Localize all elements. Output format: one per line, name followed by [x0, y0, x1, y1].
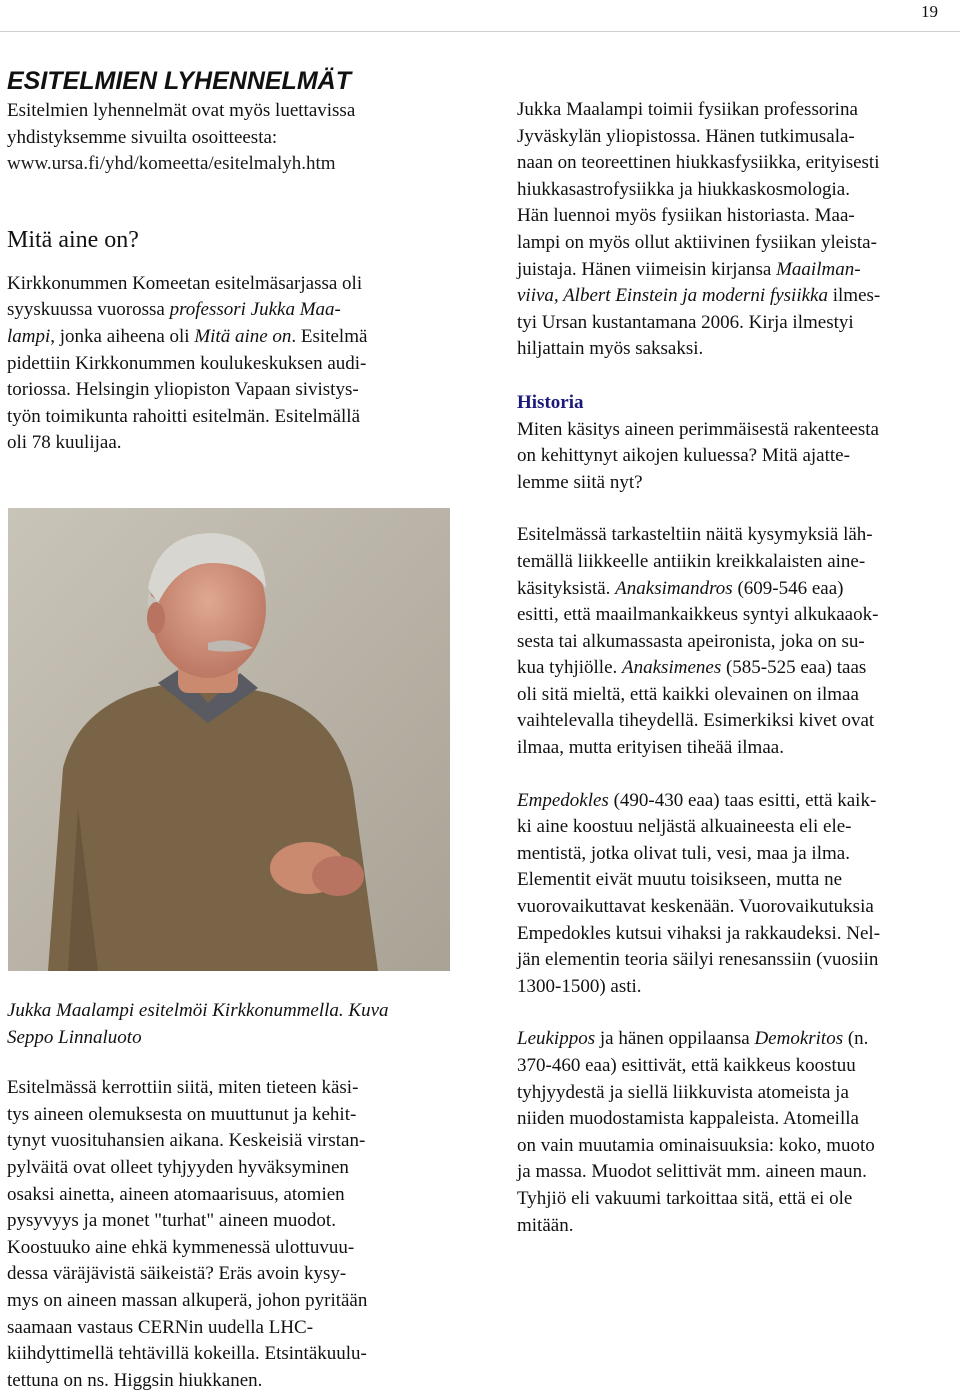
text-segment: Elementit eivät muutu toisikseen, mutta ne: [517, 869, 843, 891]
text-line: [517, 1188, 852, 1209]
text-line: [7, 379, 359, 400]
text-line: tys aineen olemuksesta on muuttunut ja kehit-: [7, 1103, 357, 1125]
italic-text: Maailman-: [776, 258, 861, 280]
text-line: saamaan vastaus CERNin uudella LHC-: [7, 1316, 314, 1338]
text-line: Koostuuko aine ehkä kymmenessä ulottuvuu-: [7, 1236, 355, 1258]
italic-text: Leukippos: [517, 1028, 596, 1050]
lecturer-photo-illustration: [8, 508, 450, 971]
historia-line: lemme siitä nyt?: [517, 471, 643, 493]
text-line: [517, 205, 855, 226]
text-line: [517, 790, 876, 811]
text-segment: 1300-1500) asti.: [517, 975, 642, 997]
italic-text: Empedokles: [517, 789, 609, 811]
text-segment: oli sitä mieltä, että kaikki olevainen on ilmaa: [517, 683, 859, 705]
text-segment: . Esitelmä: [291, 325, 368, 347]
text-line: tynyt vuosituhansien aikana. Keskeisiä virstan-: [7, 1130, 366, 1152]
text-segment: ki aine koostuu neljästä alkuaineesta eli ele-: [517, 816, 852, 838]
text-line: pylväitä ovat olleet tyhjyyden hyväksyminen: [7, 1156, 349, 1178]
text-segment: naan on teoreettinen hiukkasfysiikka, erityisesti: [517, 152, 880, 174]
text-segment: mentistä, jotka olivat tuli, vesi, maa ja ilma.: [517, 842, 850, 864]
header-rule: [0, 31, 960, 32]
text-segment: Esitelmässä tarkasteltiin näitä kysymyksiä läh-: [517, 524, 873, 546]
italic-text: Mitä aine on: [194, 325, 292, 347]
text-segment: vaihtelevalla tiheydellä. Esimerkiksi kivet ovat: [517, 710, 875, 732]
text-segment: vuorovaikuttavat keskenään. Vuorovaikutuksia: [517, 896, 874, 918]
intro-line: yhdistyksemme sivuilta osoitteesta:: [7, 126, 278, 148]
text-line: [517, 232, 877, 253]
text-line: [517, 949, 878, 970]
italic-text: Demokritos: [754, 1028, 844, 1050]
text-segment: niiden muodostamista kappaleista. Atomeilla: [517, 1108, 859, 1130]
text-segment: hiljattain myös saksaksi.: [517, 338, 704, 360]
text-segment: Jyväskylän yliopistossa. Hänen tutkimusala-: [517, 125, 855, 147]
author-paragraph: [517, 97, 957, 363]
page-number: 19: [921, 2, 938, 21]
text-line: [517, 1161, 867, 1182]
lecturer-photo: [8, 508, 450, 971]
text-segment: 370-460 eaa) esittivät, että kaikkeus koostuu: [517, 1055, 856, 1076]
text-line: [517, 976, 642, 997]
left-column-bottom: [7, 998, 447, 1394]
text-segment: tyi Ursan kustantamana 2006. Kirja ilmestyi: [517, 311, 854, 333]
text-line: [7, 432, 122, 453]
italic-text: lampi: [7, 325, 51, 347]
text-segment: (490-430 eaa) taas esitti, että kaik-: [608, 789, 877, 811]
text-segment: esitti, että maailmankaikkeus syntyi alkukaaok-: [517, 604, 879, 626]
text-line: [517, 578, 843, 599]
text-line: [517, 285, 880, 306]
left-paragraph-intro: [7, 271, 447, 457]
text-line: pysyvyys ja monet "turhat" aineen muodot.: [7, 1210, 336, 1232]
text-line: Esitelmässä kerrottiin siitä, miten tieteen käsi-: [7, 1077, 359, 1099]
text-line: [517, 684, 859, 705]
text-segment: ja hänen oppilaansa: [595, 1028, 755, 1050]
italic-text: Anaksimandros: [615, 577, 733, 599]
text-line: [517, 551, 865, 572]
photo-caption: [7, 998, 447, 1051]
left-column-top: [7, 66, 447, 457]
text-line: mys on aineen massan alkuperä, johon pyritään: [7, 1289, 368, 1311]
text-line: [517, 657, 866, 678]
text-line: [517, 1082, 849, 1103]
text-line: [517, 737, 784, 758]
historia-line: on kehittynyt aikojen kuluessa? Mitä ajatte-: [517, 445, 850, 467]
text-line: osaksi ainetta, aineen atomaarisuus, atomien: [7, 1183, 345, 1205]
text-segment: ilmes-: [827, 285, 881, 307]
caption-line: Seppo Linnaluoto: [7, 1026, 142, 1048]
text-segment: sesta tai alkumassasta apeironista, joka on su-: [517, 630, 865, 652]
historia-heading: Historia: [517, 391, 584, 413]
left-paragraph-history: [7, 1075, 447, 1394]
text-segment: jän elementin teoria säilyi renesanssiin (vuosiin: [517, 949, 879, 971]
text-segment: ja massa. Muodot selittivät mm. aineen maun.: [517, 1161, 867, 1183]
text-line: [517, 1108, 859, 1129]
text-segment: (609-546 eaa): [732, 577, 844, 599]
text-segment: temällä liikkeelle antiikin kreikkalaisten aine-: [517, 550, 866, 572]
text-segment: ilmaa, mutta erityisen tiheää ilmaa.: [517, 737, 784, 759]
historia-line: Miten käsitys aineen perimmäisestä rakenteesta: [517, 418, 879, 440]
text-segment: on vain muutamia ominaisuuksia: koko, muoto: [517, 1134, 875, 1156]
text-line: [7, 299, 341, 320]
text-line: kiihdyttimellä tehtävillä kokeilla. Etsintäkuulu-: [7, 1343, 367, 1365]
esitelmat-url-link[interactable]: www.ursa.fi/yhd/komeetta/esitelmalyh.htm: [7, 153, 336, 175]
text-segment: kua tyhjiölle.: [517, 657, 623, 679]
text-segment: käsityksistä.: [517, 577, 616, 599]
leukippos-paragraph: [517, 1026, 957, 1239]
text-line: [517, 338, 703, 359]
text-line: [7, 406, 360, 427]
text-line: [517, 923, 880, 944]
historia-paragraph: [517, 390, 957, 496]
italic-text: viiva, Albert Einstein ja moderni fysiikka: [517, 285, 828, 307]
text-line: tettuna on ns. Higgsin hiukkanen.: [7, 1369, 263, 1391]
text-segment: juistaja. Hänen viimeisin kirjansa: [517, 258, 777, 280]
right-column: [517, 97, 957, 1239]
text-line: [517, 869, 842, 890]
text-line: [517, 152, 879, 173]
text-line: [517, 1215, 573, 1236]
text-line: [517, 843, 850, 864]
text-segment: Tyhjiö eli vakuumi tarkoittaa sitä, että ei ole: [517, 1187, 853, 1209]
text-line: [517, 604, 878, 625]
text-line: [517, 1055, 856, 1076]
text-segment: (n.: [843, 1028, 869, 1050]
text-line: [517, 126, 855, 147]
text-segment: pidettiin Kirkkonummen koulukeskuksen audi-: [7, 352, 367, 374]
text-line: [517, 896, 874, 917]
text-segment: hiukkasastrofysiikka ja hiukkaskosmologia.: [517, 178, 850, 200]
text-line: [517, 524, 873, 545]
intro-line: Esitelmien lyhennelmät ovat myös luettavissa: [7, 100, 356, 121]
text-line: [7, 273, 362, 294]
text-line: [517, 312, 854, 333]
text-segment: oli 78 kuulijaa.: [7, 432, 122, 454]
text-segment: (585-525 eaa) taas: [721, 657, 867, 679]
text-line: [517, 816, 852, 837]
italic-text: Anaksimenes: [622, 657, 722, 679]
text-segment: lampi on myös ollut aktiivinen fysiikan yleista-: [517, 231, 877, 253]
text-segment: Jukka Maalampi toimii fysiikan professorina: [517, 99, 858, 120]
text-line: [517, 259, 861, 280]
section-heading: ESITELMIEN LYHENNELMÄT: [7, 67, 351, 95]
text-segment: tyhjyydestä ja siellä liikkuvista atomeista ja: [517, 1081, 849, 1103]
text-segment: , jonka aiheena oli: [50, 325, 195, 347]
text-segment: mitään.: [517, 1214, 574, 1236]
text-segment: työn toimikunta rahoitti esitelmän. Esitelmällä: [7, 405, 361, 427]
text-line: [7, 353, 366, 374]
text-line: [517, 710, 874, 731]
empedokles-paragraph: [517, 788, 957, 1001]
caption-line: Jukka Maalampi esitelmöi Kirkkonummella. Kuva: [7, 1000, 389, 1021]
text-segment: toriossa. Helsingin yliopiston Vapaan sivistys-: [7, 379, 359, 401]
text-line: [7, 326, 367, 347]
text-line: [517, 1028, 868, 1049]
text-segment: Hän luennoi myös fysiikan historiasta. Maa-: [517, 205, 855, 227]
italic-text: professori Jukka Maa-: [169, 299, 341, 321]
antiquity-paragraph: [517, 522, 957, 761]
text-segment: Empedokles kutsui vihaksi ja rakkaudeksi. Nel-: [517, 922, 881, 944]
text-line: dessa väräjävistä säikeistä? Eräs avoin kysy-: [7, 1263, 347, 1285]
text-line: [517, 1135, 875, 1156]
article-title: Mitä aine on?: [7, 226, 139, 253]
text-segment: syyskuussa vuorossa: [7, 299, 170, 321]
text-line: [517, 631, 865, 652]
intro-paragraph: [7, 98, 447, 178]
text-segment: Kirkkonummen Komeetan esitelmäsarjassa oli: [7, 272, 363, 294]
text-line: [517, 179, 850, 200]
text-line: [517, 99, 858, 120]
